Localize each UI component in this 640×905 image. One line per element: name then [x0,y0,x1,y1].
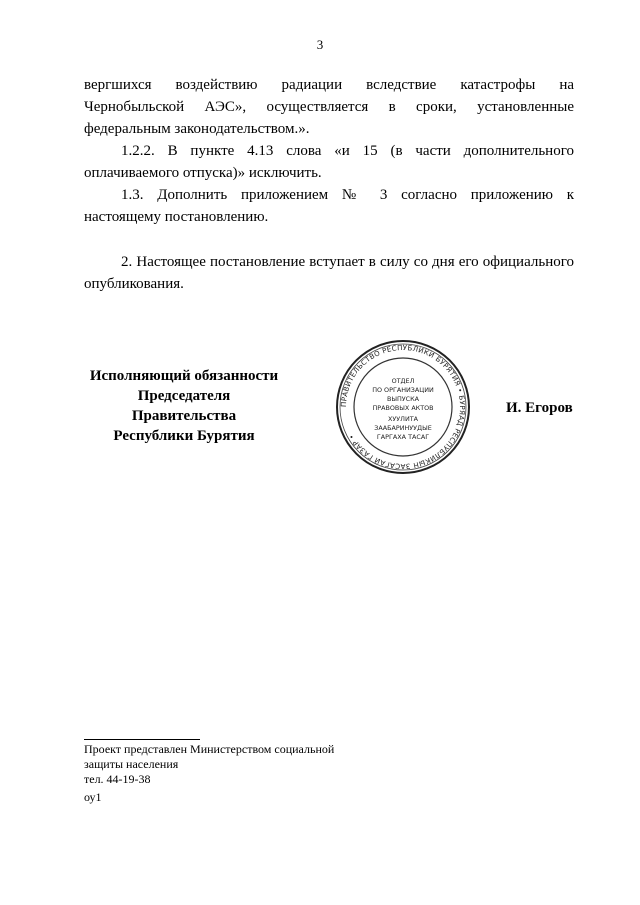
document-code: оу1 [84,790,102,804]
paragraph-2: 2. Настоящее постановление вступает в силу со дня его официального опубликования. [84,254,574,292]
seal-center-line: ОТДЕЛ [391,377,415,385]
seal-center-line: ГАРГАХА ТАСАГ [376,433,430,441]
footnote-line: защиты населения [84,757,179,771]
footnote-line: Проект представлен Министерством социальной [84,742,335,756]
paragraph-1-3: 1.3. Дополнить приложением № 3 согласно приложению к настоящему постановлению. [84,187,574,225]
document-body [84,74,574,295]
footnote-line: тел. 44-19-38 [84,772,151,786]
signatory-title [84,366,284,446]
page-number: 3 [316,37,324,52]
signatory-name: И. Егоров [506,400,573,416]
seal-ring-text: ПРАВИТЕЛЬСТВО РЕСПУБЛИКИ БУРЯТИЯ • БУРЯАД РЕСПУБЛИКЫН ЗАСАГАЙ ГАЗАР • [339,343,467,471]
paragraph-1-2-2: 1.2.2. В пункте 4.13 слова «и 15 (в части дополнительного оплачиваемого отпуска)» исключить. [84,143,574,181]
seal-center-line: ВЫПУСКА [386,395,420,403]
footnote-divider [84,739,200,740]
footnote [84,742,334,787]
signatory-title-line: Исполняющий обязанности [89,368,279,384]
signatory-title-line: Республики Бурятия [113,428,255,444]
seal-center-line: ПО ОРГАНИЗАЦИИ [372,386,434,394]
seal-center-line: ЗААБАРИНУУДЫЕ [374,424,432,432]
signatory-title-line: Председателя Правительства [131,388,237,424]
paragraph-continuation: вергшихся воздействию радиации вследствие катастрофы на Чернобыльской АЭС», осуществляется в сроки, установленные федеральным законодательством.». [84,77,574,137]
official-seal-stamp [334,338,472,476]
seal-center-line: ПРАВОВЫХ АКТОВ [372,404,434,412]
seal-center-line: ХУУЛИТА [387,415,419,423]
